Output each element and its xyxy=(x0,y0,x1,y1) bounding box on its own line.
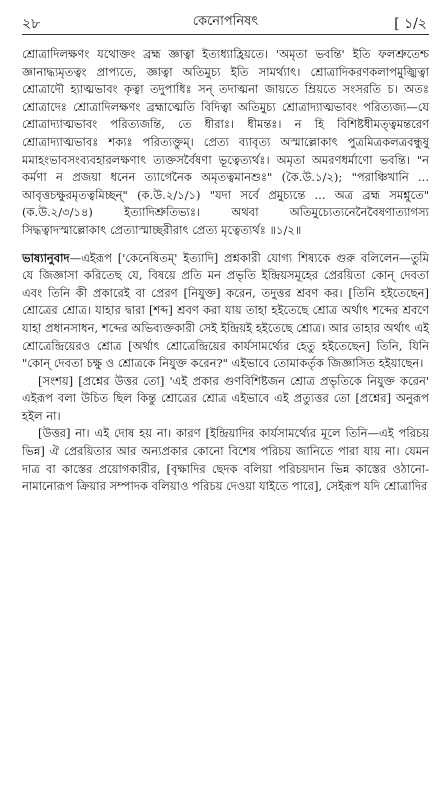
page-number: ২৮ xyxy=(22,16,41,32)
translation-paragraph-1-text: —এইরূপ ['কেনেষিতম্' ইত্যাদি] প্রশ্নকারী যোগ্য শিষ্যকে গুরু বলিলেন—তুমি যে জিজ্ঞাসা করিতেছ যে, বিষয়ে প্রতি মন প্রভৃতি ইন্দ্রিয়সমূহের প্রেরয়িতা কোন্ দেবতা এবং তিনি কী প্রকারেই বা প্রেরণ [নিযুক্ত] করেন, তদুত্তর শ্রবণ কর। [তিনি হইতেছেন] শ্রোত্রের শ্রোত্র। যাহার দ্বারা [শব্দ] শ্রবণ করা যায় তাহা হইতেছে শ্রোত্র অর্থাৎ শব্দের শ্রবণে যাহা প্রধানসাধন, শব্দের অভিব্যক্তকারী সেই ইন্দ্রিয়ই হইতেছে শ্রোত্র। আর তাহার অর্থাৎ এই শ্রোত্রেন্দ্রিয়েরও শ্রোত্র [অর্থাৎ শ্রোত্রেন্দ্রিয়ের কার্যসামর্থ্যের হেতু হইতেছেন] তিনি, যিনি "কোন্ দেবতা চক্ষু ও শ্রোত্রকে নিযুক্ত করেন?" এইভাবে তোমাকর্তৃক জিজ্ঞাসিত হইয়াছেন। xyxy=(22,250,429,371)
page-header xyxy=(22,6,429,36)
translation-heading: ভাষ্যানুবাদ xyxy=(22,250,70,265)
page-body xyxy=(22,46,429,496)
sanskrit-commentary: শ্রোত্রাদিলক্ষণং যথোক্তং ব্রহ্ম জ্ঞাত্বা ইত্যধ্যাহ্রিয়তে। 'অমৃতা ভবন্তি' ইতি ফলশ্রুতেশ্চ জ্ঞানাদ্ধ্যমৃতত্বং প্রাপ্যতে, জ্ঞাত্বা অতিমুচ্য ইতি সামর্থ্যাৎ। শ্রোত্রাদিকরণকলাপমুজ্ঝিত্বা শ্রোত্রাদৌ হ্যাত্মভাবং কৃত্বা তদুপাধিঃ সন্ তদাত্মনা জায়তে ম্রিয়তে সংসরতি চ। অতঃ শ্রোত্রাদেঃ শ্রোত্রাদিলক্ষণং ব্রহ্মাত্মেতি বিদিত্বা অতিমুচ্য শ্রোত্রাদ্যাত্মভাবং পরিত্যজ্য—যে শ্রোত্রাদ্যাত্মভাবং পরিত্যজন্তি, তে ধীরাঃ। ধীমন্তঃ। ন হি বিশিষ্টধীমত্ত্বমন্তরেণ শ্রোত্রাদ্যাত্মভাবঃ শক্যঃ পরিত্যক্তুম্। প্রেত্য ব্যাবৃত্য অস্মাল্লোকাৎ পুত্রমিত্রকলত্রবন্ধুষু মমাহংভাবসংব্যবহারলক্ষণাৎ ত্যক্তসর্বৈষণা ভূত্বেত্যর্থঃ। অমৃতা অমরণধর্মাণো ভবন্তি। "ন কর্মণা ন প্রজয়া ধনেন ত্যাগেনৈক অমৃতত্বমানশুঃ" (কৈ.উ.১/২); "পরাঞ্চিখানি ... আবৃত্তচক্ষুরমৃতত্বমিচ্ছন্" (ক.উ.২/১/১) "যদা সর্বে প্রমুচ্যন্তে ... অত্র ব্রহ্ম সমশ্নুতে" (ক.উ.২/৩/১৪) ইত্যাদিশ্রুতিভ্যঃ। অথবা অতিমুচ্যেত্যনেনৈবৈষণাত্যাগস্য সিদ্ধত্বাদস্মাল্লোকাৎ প্রেত্যাস্মাচ্ছরীরাৎ প্রেত্য মৃত্বেত্যর্থঃ ॥১/২॥ xyxy=(22,47,429,237)
running-title: কেনোপনিষৎ xyxy=(192,14,259,29)
translation-paragraph-1 xyxy=(22,250,429,373)
section-reference: [ ১/২ xyxy=(394,16,427,32)
translation-paragraph-2: [সংশয়] [প্রশ্নের উত্তর তো] 'এই প্রকার গুণবিশিষ্টজন শ্রোত্র প্রভৃতিকে নিযুক্ত করেন' এইরূপ বলা উচিত ছিল কিন্তু শ্রোত্রের শ্রোত্র এইভাবে এই প্রত্যুত্তর তো [প্রশ্নের] অনুরূপ হইল না। xyxy=(22,373,429,423)
header-divider xyxy=(22,34,429,35)
translation-paragraph-3: [উত্তর] না। এই দোষ হয় না। কারণ [ইন্দ্রিয়াদির কার্যসামর্থ্যের মূলে তিনি—এই পরিচয় ভিন্ন] ঐ প্রেরয়িতার আর অন্যপ্রকার কোনো বিশেষ পরিচয় জানিতে পারা যায় না। যেমন দাত্র বা কাস্তের প্রয়োগকারীর, [বৃক্ষাদির ছেদক বলিয়া পরিচয়দান ভিন্ন কাস্তের ওঠানো-নামানোরূপ ক্রিয়ার সম্পাদক বলিয়াও পরিচয় দেওয়া যাইতে পারে], সেইরূপ যদি শ্রোত্রাদির xyxy=(22,426,429,494)
